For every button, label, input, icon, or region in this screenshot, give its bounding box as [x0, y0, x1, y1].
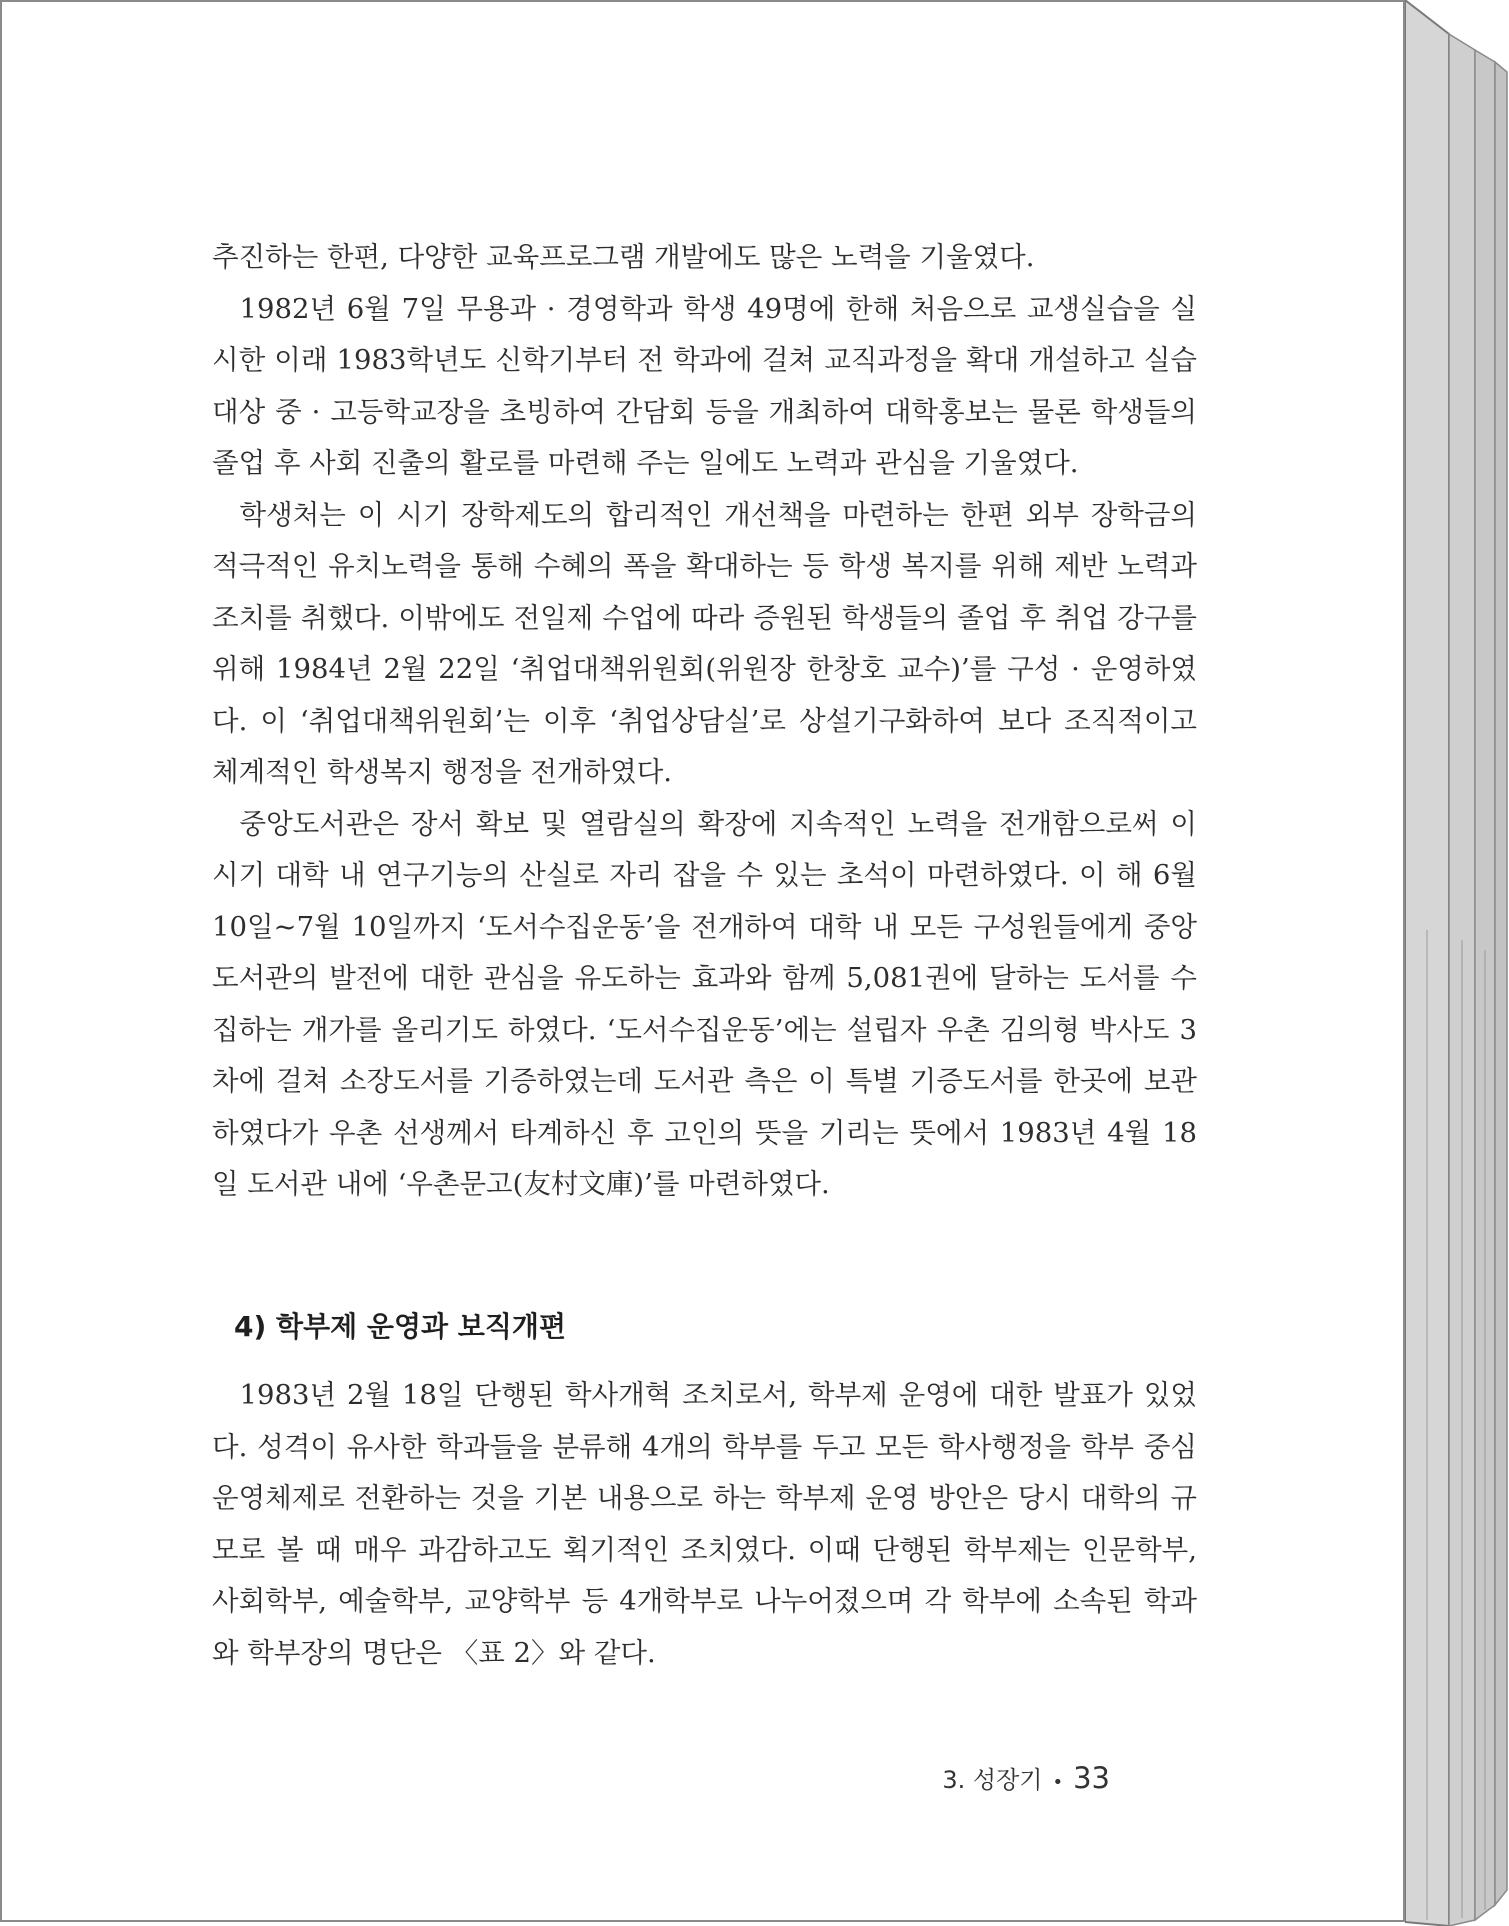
paragraph: 1983년 2월 18일 단행된 학사개혁 조치로서, 학부제 운영에 대한 발표가 있었다. 성격이 유사한 학과들을 분류해 4개의 학부를 두고 모든 학사행정을 학부 중심 운영체제로 전환하는 것을 기본 내용으로 하는 학부제 운영 방안은 당시 대학의 규모로 볼 때 매우 과감하고도 획기적인 조치였다. 이때 단행된 학부제는 인문학부, 사회학부, 예술학부, 교양학부 등 4개학부로 나누어졌으며 각 학부에 소속된 학과와 학부장의 명단은 〈표 2〉와 같다. [212, 1379, 1197, 1669]
footer-bullet: • [1052, 1772, 1064, 1793]
paragraph: 중앙도서관은 장서 확보 및 열람실의 확장에 지속적인 노력을 전개함으로써 이 시기 대학 내 연구기능의 산실로 자리 잡을 수 있는 초석이 마련하였다. 이 해 6월 10일~7월 10일까지 ‘도서수집운동’을 전개하여 대학 내 모든 구성원들에게 중앙도서관의 발전에 대한 관심을 유도하는 효과와 함께 5,081권에 달하는 도서를 수집하는 개가를 올리기도 하였다. ‘도서수집운동’에는 설립자 우촌 김의형 박사도 3차에 걸쳐 소장도서를 기증하였는데 도서관 측은 이 특별 기증도서를 한곳에 보관하였다가 우촌 선생께서 타계하신 후 고인의 뜻을 기리는 뜻에서 1983년 4월 18일 도서관 내에 ‘우촌문고(友村文庫)’를 마련하였다. [212, 807, 1197, 1200]
paragraph: 학생처는 이 시기 장학제도의 합리적인 개선책을 마련하는 한편 외부 장학금의 적극적인 유치노력을 통해 수혜의 폭을 확대하는 등 학생 복지를 위해 제반 노력과 조치를 취했다. 이밖에도 전일제 수업에 따라 증원된 학생들의 졸업 후 취업 강구를 위해 1984년 2월 22일 ‘취업대책위원회(위원장 한창호 교수)’를 구성 · 운영하였다. 이 ‘취업대책위원회’는 이후 ‘취업상담실’로 상설기구화하여 보다 조직적이고 체계적인 학생복지 행정을 전개하였다. [212, 498, 1197, 788]
page-footer [942, 1760, 1110, 1795]
paragraph: 추진하는 한편, 다양한 교육프로그램 개발에도 많은 노력을 기울였다. [212, 241, 1035, 273]
section-heading: 4) 학부제 운영과 보직개편 [234, 1310, 567, 1343]
body-text-top [212, 232, 1197, 1211]
chapter-label: 3. 성장기 [942, 1766, 1043, 1794]
page-stack-edge [1405, 0, 1509, 1926]
body-text-bottom [212, 1370, 1197, 1679]
paragraph: 1982년 6월 7일 무용과 · 경영학과 학생 49명에 한해 처음으로 교생실습을 실시한 이래 1983학년도 신학기부터 전 학과에 걸쳐 교직과정을 확대 개설하고 실습대상 중 · 고등학교장을 초빙하여 간담회 등을 개최하여 대학홍보는 물론 학생들의 졸업 후 사회 진출의 활로를 마련해 주는 일에도 노력과 관심을 기울였다. [212, 292, 1197, 479]
page-number: 33 [1073, 1761, 1110, 1795]
